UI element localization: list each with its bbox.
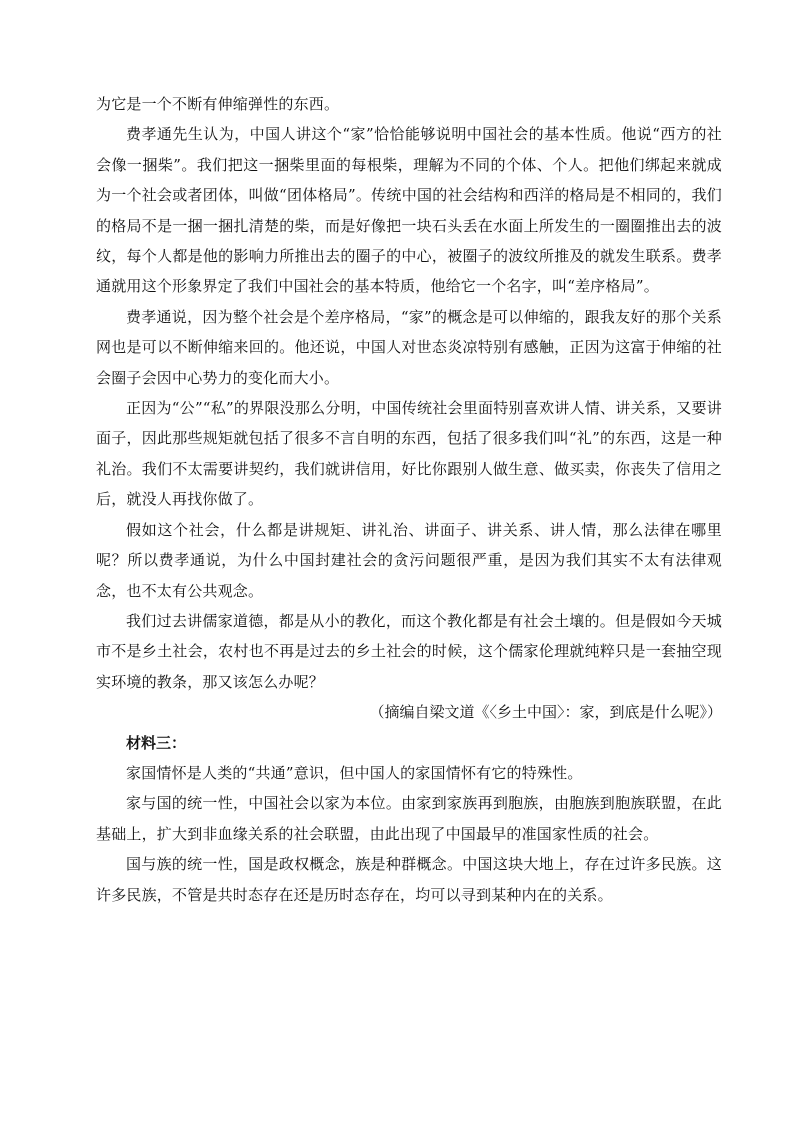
paragraph-fei-xiaotong-family: 费孝通先生认为，中国人讲这个“家”恰恰能够说明中国社会的基本性质。他说“西方的社会像一捆柴”。我们把这一捆柴里面的每根柴，理解为不同的个体、个人。把他们绑起来就成为一个社会或者团体，叫做“团体格局”。传统中国的社会结构和西洋的格局是不相同的，我们的格局不是一捆一捆扎清楚的柴，而是好像把一块石头丢在水面上所发生的一圈圈推出去的波纹，每个人都是他的影响力所推出去的圈子的中心，被圈子的波纹所推及的就发生联系。费孝通就用这个形象界定了我们中国社会的基本特质，他给它一个名字，叫“差序格局”。 bbox=[96, 125, 722, 296]
source-citation: （摘编自梁文道《〈乡土中国〉：家，到底是什么呢》） bbox=[369, 703, 722, 722]
paragraph-family-state-unity: 家与国的统一性，中国社会以家为本位。由家到家族再到胞族，由胞族到胞族联盟，在此基础上，扩大到非血缘关系的社会联盟，由此出现了中国最早的准国家性质的社会。 bbox=[96, 794, 722, 843]
paragraph-rule-of-rites: 正因为“公”“私”的界限没那么分明，中国传统社会里面特别喜欢讲人情、讲关系，又要讲面子，因此那些规矩就包括了很多不言自明的东西，包括了很多我们叫“礼”的东西，这是一种礼治。我们不太需要讲契约，我们就讲信用，好比你跟别人做生意、做买卖，你丧失了信用之后，就没人再找你做了。 bbox=[96, 399, 722, 509]
paragraph-patriotism-intro: 家国情怀是人类的“共通”意识，但中国人的家国情怀有它的特殊性。 bbox=[126, 763, 583, 782]
paragraph-elastic-circles: 费孝通说，因为整个社会是个差序格局，“家”的概念是可以伸缩的，跟我友好的那个关系网也是可以不断伸缩来回的。他还说，中国人对世态炎凉特别有感触，正因为这富于伸缩的社会圈子会因中心势力的变化而大小。 bbox=[96, 307, 722, 387]
paragraph-state-ethnic-unity: 国与族的统一性，国是政权概念，族是种群概念。中国这块大地上，存在过许多民族。这许多民族，不管是共时态存在还是历时态存在，均可以寻到某种内在的关系。 bbox=[96, 855, 722, 904]
paragraph-continuation: 为它是一个不断有伸缩弹性的东西。 bbox=[96, 95, 340, 113]
paragraph-law-question: 假如这个社会，什么都是讲规矩、讲礼治、讲面子、讲关系、讲人情，那么法律在哪里呢？所以费孝通说，为什么中国封建社会的贪污问题很严重，是因为我们其实不太有法律观念，也不太有公共观念。 bbox=[96, 520, 722, 600]
document-body bbox=[96, 89, 722, 910]
material-three-heading: 材料三： bbox=[126, 733, 187, 752]
paragraph-confucian-ethics: 我们过去讲儒家道德，都是从小的教化，而这个教化都是有社会土壤的。但是假如今天城市不是乡土社会，农村也不再是过去的乡土社会的时候，这个儒家伦理就纯粹只是一套抽空现实环境的教条，那又该怎么办呢？ bbox=[96, 611, 722, 691]
